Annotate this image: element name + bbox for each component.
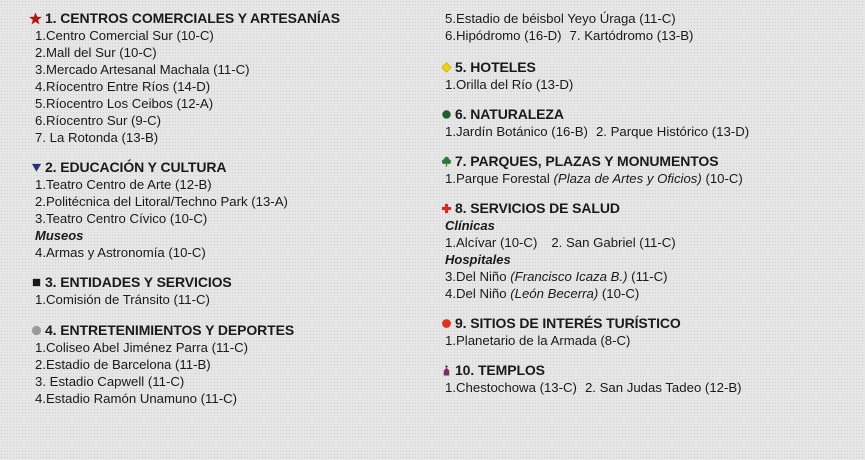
star-icon xyxy=(29,12,42,25)
list-item: 2.Mall del Sur (10-C) xyxy=(35,45,157,60)
triangle-down-icon xyxy=(31,162,42,173)
section-title: 4. ENTRETENIMIENTOS Y DEPORTES xyxy=(45,322,295,338)
item-name: 1.Parque Forestal xyxy=(445,171,554,186)
list-item: 2.Politécnica del Litoral/Techno Park (13-A) xyxy=(35,194,288,209)
item-detail: (Plaza de Artes y Oficios) xyxy=(553,171,702,186)
list-item: 3. Estadio Capwell (11-C) xyxy=(35,374,185,389)
list-item: 1.Alcívar (10-C) xyxy=(445,235,538,250)
section-title: 7. PARQUES, PLAZAS Y MONUMENTOS xyxy=(455,153,719,169)
list-item xyxy=(443,268,858,285)
section-title: 10. TEMPLOS xyxy=(455,362,545,378)
section-title: 1. CENTROS COMERCIALES Y ARTESANÍAS xyxy=(45,10,340,26)
diamond-icon xyxy=(441,62,452,73)
section-educacion-cultura xyxy=(33,159,428,261)
item-grid: (11-C) xyxy=(627,269,668,284)
section-entretenimientos-continued xyxy=(443,10,858,44)
section-templos xyxy=(443,362,858,396)
list-item: 5.Estadio de béisbol Yeyo Úraga (11-C) xyxy=(445,11,676,26)
item-name: 4.Del Niño xyxy=(445,286,511,301)
section-title: 5. HOTELES xyxy=(455,59,536,75)
list-item: 4.Armas y Astronomía (10-C) xyxy=(35,245,206,260)
section-entidades-servicios xyxy=(33,274,428,308)
list-item-pair xyxy=(443,379,858,396)
subheading-clinicas: Clínicas xyxy=(445,218,495,233)
section-title: 9. SITIOS DE INTERÉS TURÍSTICO xyxy=(455,315,681,331)
item-detail: (León Becerra) xyxy=(510,286,599,301)
list-item: 4.Estadio Ramón Unamuno (11-C) xyxy=(35,391,238,406)
list-item-pair xyxy=(443,123,858,140)
list-item: 5.Ríocentro Los Ceibos (12-A) xyxy=(35,96,214,111)
list-item: 4.Ríocentro Entre Ríos (14-D) xyxy=(35,79,211,94)
list-item-pair xyxy=(443,27,858,44)
left-column xyxy=(33,10,428,420)
list-item xyxy=(443,170,858,187)
tree-icon xyxy=(441,156,452,167)
list-item: 7. La Rotonda (13-B) xyxy=(35,130,159,145)
section-servicios-salud xyxy=(443,200,858,302)
list-item: 1.Coliseo Abel Jiménez Parra (11-C) xyxy=(35,340,249,355)
item-name: 3.Del Niño xyxy=(445,269,511,284)
section-centros-comerciales xyxy=(33,10,428,146)
subheading-museos: Museos xyxy=(35,228,84,243)
section-title: 8. SERVICIOS DE SALUD xyxy=(455,200,620,216)
list-item: 2.Estadio de Barcelona (11-B) xyxy=(35,357,211,372)
section-entretenimientos-deportes xyxy=(33,322,428,407)
section-hoteles xyxy=(443,59,858,93)
list-item: 1.Teatro Centro de Arte (12-B) xyxy=(35,177,212,192)
item-grid: (10-C) xyxy=(598,286,640,301)
list-item xyxy=(443,285,858,302)
list-item: 1.Orilla del Río (13-D) xyxy=(445,77,574,92)
list-item: 2. Parque Histórico (13-D) xyxy=(595,124,750,139)
list-item: 3.Mercado Artesanal Machala (11-C) xyxy=(35,62,250,77)
section-parques-plazas xyxy=(443,153,858,187)
list-item: 1.Comisión de Tránsito (11-C) xyxy=(35,292,210,307)
dot-icon xyxy=(441,109,452,120)
list-item: 1.Planetario de la Armada (8-C) xyxy=(445,333,631,348)
item-grid: (10-C) xyxy=(701,171,743,186)
section-sitios-interes xyxy=(443,315,858,349)
list-item-pair xyxy=(443,234,858,251)
square-icon xyxy=(31,277,42,288)
dot-icon xyxy=(441,318,452,329)
section-title: 3. ENTIDADES Y SERVICIOS xyxy=(45,274,232,290)
cross-icon xyxy=(441,203,452,214)
list-item: 6.Ríocentro Sur (9-C) xyxy=(35,113,162,128)
list-item: 1.Jardín Botánico (16-B) xyxy=(445,124,588,139)
church-icon xyxy=(441,365,452,376)
right-column xyxy=(443,10,858,409)
list-item: 1.Chestochowa (13-C) xyxy=(445,380,577,395)
list-item: 1.Centro Comercial Sur (10-C) xyxy=(35,28,214,43)
list-item: 2. San Gabriel (11-C) xyxy=(551,235,676,250)
list-item: 7. Kartódromo (13-B) xyxy=(569,28,694,43)
subheading-hospitales: Hospitales xyxy=(445,252,511,267)
circle-icon xyxy=(31,325,42,336)
list-item: 2. San Judas Tadeo (12-B) xyxy=(584,380,742,395)
list-item: 3.Teatro Centro Cívico (10-C) xyxy=(35,211,208,226)
list-item: 6.Hipódromo (16-D) xyxy=(445,28,562,43)
item-detail: (Francisco Icaza B.) xyxy=(510,269,628,284)
section-naturaleza xyxy=(443,106,858,140)
section-title: 6. NATURALEZA xyxy=(455,106,564,122)
section-title: 2. EDUCACIÓN Y CULTURA xyxy=(45,159,227,175)
